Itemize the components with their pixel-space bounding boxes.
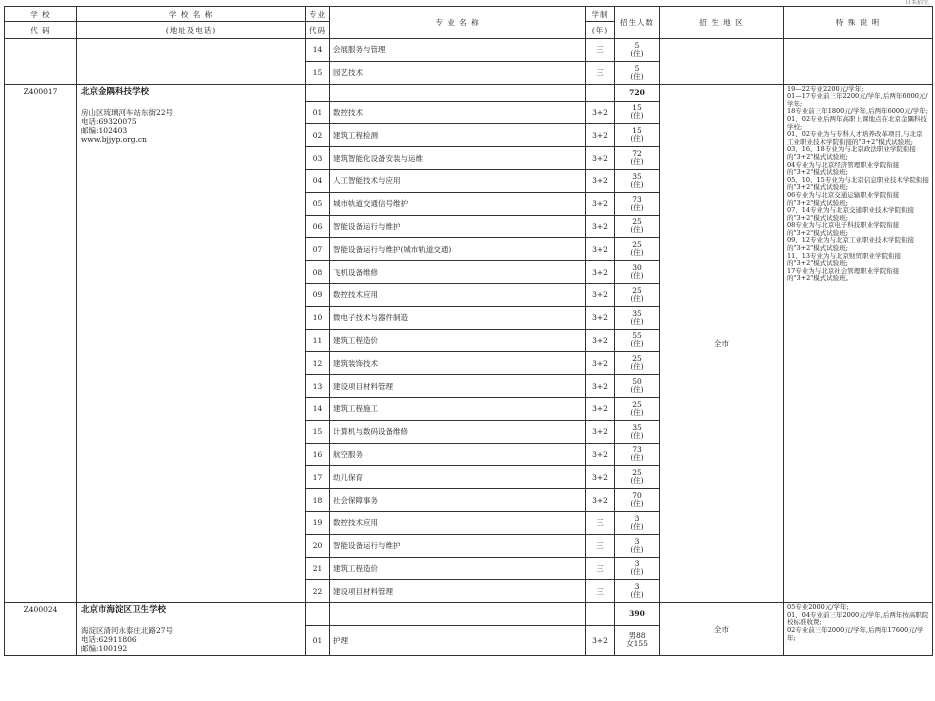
quota-note: (住) <box>630 293 644 303</box>
duration: 3+2 <box>586 306 615 329</box>
school-total-row <box>5 603 933 626</box>
major-name: 智能设备运行与维护 <box>330 215 586 238</box>
region-cell: 全市 <box>660 603 784 656</box>
quota-note: (住) <box>630 225 644 235</box>
major-name: 城市轨道交通信号维护 <box>330 192 586 215</box>
note-line: 06专业为与北京交通运输职业学院衔接的"3+2"模式试验班; <box>787 190 900 207</box>
enrollment-table <box>4 6 933 656</box>
duration: 三 <box>586 557 615 580</box>
quota-cell <box>615 238 660 261</box>
major-code: 10 <box>306 306 330 329</box>
duration: 3+2 <box>586 215 615 238</box>
duration: 3+2 <box>586 443 615 466</box>
quota-cell <box>615 192 660 215</box>
duration: 3+2 <box>586 169 615 192</box>
note-line: 02专业前三年2000元/学年,后两年17600元/学年; <box>787 625 924 642</box>
major-code: 07 <box>306 238 330 261</box>
major-name: 智能设备运行与维护 <box>330 534 586 557</box>
duration-empty <box>586 603 615 626</box>
quota-cell <box>615 352 660 375</box>
duration: 3+2 <box>586 147 615 170</box>
major-name: 人工智能技术与应用 <box>330 169 586 192</box>
duration: 三 <box>586 61 615 84</box>
major-name: 智能设备运行与维护(城市轨道交通) <box>330 238 586 261</box>
school-total-quota: 720 <box>615 84 660 101</box>
major-code: 09 <box>306 283 330 306</box>
duration: 3+2 <box>586 420 615 443</box>
major-code: 22 <box>306 580 330 603</box>
quota-note: (住) <box>630 339 644 349</box>
quota-note: (住) <box>630 521 644 531</box>
prev-school-code-cell <box>5 39 77 85</box>
major-name: 建设项目材料管理 <box>330 375 586 398</box>
header-quota: 招生人数 <box>615 7 660 39</box>
header-duration: 学制 <box>586 7 615 22</box>
major-code: 05 <box>306 192 330 215</box>
school-info <box>77 603 306 656</box>
major-code: 21 <box>306 557 330 580</box>
quota-value: 3 <box>634 559 640 569</box>
quota-value: 25 <box>632 217 642 227</box>
quota-value: 25 <box>632 285 642 295</box>
major-name: 数控技术应用 <box>330 283 586 306</box>
note-line: 04专业为与北京经济管理职业学院衔接的"3+2"模式试验班; <box>787 160 900 177</box>
note-line: 01、02专业为与专科人才培养改革项目,与北京工业职业技术学院衔接的"3+2"模式试验班; <box>787 130 923 146</box>
quota-cell <box>615 466 660 489</box>
corner-label: 日名招生 <box>904 0 929 6</box>
quota-note: (住) <box>630 590 644 600</box>
quota-value: 70 <box>632 491 642 501</box>
quota-cell <box>615 397 660 420</box>
duration: 3+2 <box>586 101 615 124</box>
major-code: 15 <box>306 61 330 84</box>
major-name: 建筑工程检测 <box>330 124 586 147</box>
duration: 3+2 <box>586 238 615 261</box>
note-line: 05专业2000元/学年; <box>787 603 849 612</box>
major-code: 14 <box>306 397 330 420</box>
quota-value: 55 <box>632 331 642 341</box>
major-name: 计算机与数码设备维修 <box>330 420 586 443</box>
notes-cell <box>784 84 933 603</box>
quota-value: 25 <box>632 240 642 250</box>
duration: 三 <box>586 39 615 62</box>
quota-cell <box>615 147 660 170</box>
school-phone: 电话:62911806 <box>81 635 137 645</box>
quota-cell <box>615 215 660 238</box>
quota-cell <box>615 375 660 398</box>
major-code: 01 <box>306 625 330 655</box>
quota-value: 15 <box>632 103 642 113</box>
duration: 3+2 <box>586 283 615 306</box>
quota-cell <box>615 39 660 62</box>
major-code: 13 <box>306 375 330 398</box>
quota-value: 35 <box>632 422 642 432</box>
school-address: 海淀区清河永泰庄北路27号 <box>81 626 174 636</box>
quota-note: 女155 <box>626 639 648 649</box>
prev-notes-cell <box>784 39 933 85</box>
duration-empty <box>586 84 615 101</box>
prev-region-cell <box>660 39 784 85</box>
quota-cell <box>615 557 660 580</box>
major-name: 园艺技术 <box>330 61 586 84</box>
school-website: www.bjjyp.org.cn <box>81 134 147 144</box>
school-phone: 电话:69320075 <box>81 116 137 126</box>
quota-value: 25 <box>632 354 642 364</box>
major-name-empty <box>330 603 586 626</box>
quota-note: (住) <box>630 134 644 144</box>
quota-note: (住) <box>630 544 644 554</box>
duration: 3+2 <box>586 352 615 375</box>
quota-note: (住) <box>630 271 644 281</box>
duration: 3+2 <box>586 625 615 655</box>
school-total-quota: 390 <box>615 603 660 626</box>
quota-value: 73 <box>632 194 642 204</box>
quota-value: 35 <box>632 171 642 181</box>
major-code: 12 <box>306 352 330 375</box>
quota-value: 30 <box>632 263 642 273</box>
quota-value: 3 <box>634 536 640 546</box>
note-line: 19—22专业2200元/学年; <box>787 84 864 93</box>
major-code: 11 <box>306 329 330 352</box>
note-line: 17专业为与北京社会管理职业学院衔接的"3+2"模式试验班。 <box>787 266 900 283</box>
quota-value: 5 <box>634 40 640 50</box>
quota-note: (住) <box>630 248 644 258</box>
note-line: 05、10、15专业为与北京信息职业技术学院衔接的"3+2"模式试验班; <box>787 175 929 192</box>
quota-value: 50 <box>632 377 642 387</box>
quota-cell <box>615 61 660 84</box>
quota-note: (住) <box>630 202 644 212</box>
quota-value: 25 <box>632 399 642 409</box>
quota-cell <box>615 489 660 512</box>
school-postcode: 邮编:102403 <box>81 125 128 135</box>
quota-note: (住) <box>630 430 644 440</box>
major-code: 15 <box>306 420 330 443</box>
header-school-name: 学 校 名 称 <box>77 7 306 22</box>
major-code: 04 <box>306 169 330 192</box>
quota-note: (住) <box>630 157 644 167</box>
quota-cell <box>615 534 660 557</box>
header-notes: 特 殊 说 明 <box>784 7 933 39</box>
school-name: 北京市海淀区卫生学校 <box>81 605 167 616</box>
note-line: 03、16、18专业为与北京政法职业学院衔接的"3+2"模式试验班; <box>787 145 916 161</box>
quota-cell <box>615 625 660 655</box>
quota-value: 72 <box>632 149 642 159</box>
quota-note: (住) <box>630 179 644 189</box>
major-code-empty <box>306 84 330 101</box>
quota-note: (住) <box>630 316 644 326</box>
header-major-code: 专业 <box>306 7 330 22</box>
quota-note: (住) <box>630 453 644 463</box>
quota-value: 男88 <box>628 631 646 641</box>
major-code: 02 <box>306 124 330 147</box>
table-row <box>5 39 933 62</box>
header-major-code-sub: 代码 <box>306 22 330 39</box>
major-name: 飞机设备维修 <box>330 261 586 284</box>
quota-value: 35 <box>632 308 642 318</box>
duration: 3+2 <box>586 489 615 512</box>
school-name: 北京金隅科技学校 <box>81 86 150 97</box>
major-code: 17 <box>306 466 330 489</box>
school-code: Z400024 <box>5 603 77 656</box>
quota-note: (住) <box>630 111 644 121</box>
header-school-code: 学 校 <box>5 7 77 22</box>
major-name: 建筑装饰技术 <box>330 352 586 375</box>
major-code: 03 <box>306 147 330 170</box>
region-cell: 全市 <box>660 84 784 603</box>
notes-cell <box>784 603 933 656</box>
header-major-name: 专 业 名 称 <box>330 7 586 39</box>
quota-cell <box>615 283 660 306</box>
quota-note: (住) <box>630 567 644 577</box>
quota-note: (住) <box>630 71 644 81</box>
major-code: 06 <box>306 215 330 238</box>
note-line: 01、02专业后两年高职上课地点在北京金隅科技学校; <box>787 114 928 131</box>
quota-note: (住) <box>630 48 644 58</box>
duration: 3+2 <box>586 397 615 420</box>
school-postcode: 邮编:100192 <box>81 644 128 654</box>
major-name: 社会保障事务 <box>330 489 586 512</box>
school-address: 房山区琉璃河车站东街22号 <box>81 107 174 117</box>
quota-cell <box>615 511 660 534</box>
quota-cell <box>615 101 660 124</box>
quota-cell <box>615 443 660 466</box>
duration: 三 <box>586 534 615 557</box>
prev-school-info-cell <box>77 39 306 85</box>
major-name: 建筑智能化设备安装与运维 <box>330 147 586 170</box>
note-line: 01—17专业前三年2200元/学年,后两年6000元/学年; <box>787 92 928 108</box>
quota-value: 3 <box>634 513 640 523</box>
quota-cell <box>615 306 660 329</box>
note-line: 18专业前三年1800元/学年,后两年6000元/学年; <box>787 107 928 116</box>
major-code: 20 <box>306 534 330 557</box>
quota-note: (住) <box>630 362 644 372</box>
quota-cell <box>615 124 660 147</box>
major-code: 14 <box>306 39 330 62</box>
quota-cell <box>615 580 660 603</box>
duration: 3+2 <box>586 466 615 489</box>
duration: 3+2 <box>586 329 615 352</box>
duration: 三 <box>586 511 615 534</box>
duration: 三 <box>586 580 615 603</box>
school-info <box>77 84 306 603</box>
major-code: 18 <box>306 489 330 512</box>
major-name: 建设项目材料管理 <box>330 580 586 603</box>
quota-note: (住) <box>630 385 644 395</box>
quota-cell <box>615 329 660 352</box>
header-region: 招 生 地 区 <box>660 7 784 39</box>
duration: 3+2 <box>586 375 615 398</box>
major-name: 微电子技术与器件制造 <box>330 306 586 329</box>
header-school-name-sub: (地址及电话) <box>77 22 306 39</box>
major-code: 19 <box>306 511 330 534</box>
quota-note: (住) <box>630 407 644 417</box>
note-line: 09、12专业为与北京工业职业技术学院衔接的"3+2"模式试验班; <box>787 236 915 253</box>
quota-value: 15 <box>632 126 642 136</box>
major-name: 建筑工程造价 <box>330 557 586 580</box>
major-name: 会展服务与管理 <box>330 39 586 62</box>
major-name: 建筑工程施工 <box>330 397 586 420</box>
note-line: 11、13专业为与北京财贸职业学院衔接的"3+2"模式试验班; <box>787 251 902 268</box>
note-line: 07、14专业为与北京交通职业技术学院衔接的"3+2"模式试验班; <box>787 206 915 222</box>
major-code: 01 <box>306 101 330 124</box>
quota-cell <box>615 169 660 192</box>
duration: 3+2 <box>586 261 615 284</box>
major-name: 幼儿保育 <box>330 466 586 489</box>
quota-note: (住) <box>630 499 644 509</box>
header-duration-sub: (年) <box>586 22 615 39</box>
quota-value: 5 <box>634 63 640 73</box>
major-code: 16 <box>306 443 330 466</box>
major-code: 08 <box>306 261 330 284</box>
school-code: Z400017 <box>5 84 77 603</box>
major-name: 护理 <box>330 625 586 655</box>
quota-cell <box>615 261 660 284</box>
major-name: 建筑工程造价 <box>330 329 586 352</box>
header-school-code-sub: 代 码 <box>5 22 77 39</box>
quota-value: 25 <box>632 468 642 478</box>
quota-value: 3 <box>634 582 640 592</box>
duration: 3+2 <box>586 124 615 147</box>
major-name: 数控技术 <box>330 101 586 124</box>
school-total-row <box>5 84 933 101</box>
header-row-1 <box>5 7 933 22</box>
major-name: 数控技术应用 <box>330 511 586 534</box>
duration: 3+2 <box>586 192 615 215</box>
major-name-empty <box>330 84 586 101</box>
note-line: 08专业为与北京电子科技职业学院衔接的"3+2"模式试验班; <box>787 221 900 237</box>
quota-note: (住) <box>630 476 644 486</box>
major-name: 航空服务 <box>330 443 586 466</box>
quota-cell <box>615 420 660 443</box>
note-line: 01、04专业前三年2000元/学年,后两年按高职院校标准收费; <box>787 610 929 627</box>
quota-value: 73 <box>632 445 642 455</box>
major-code-empty <box>306 603 330 626</box>
